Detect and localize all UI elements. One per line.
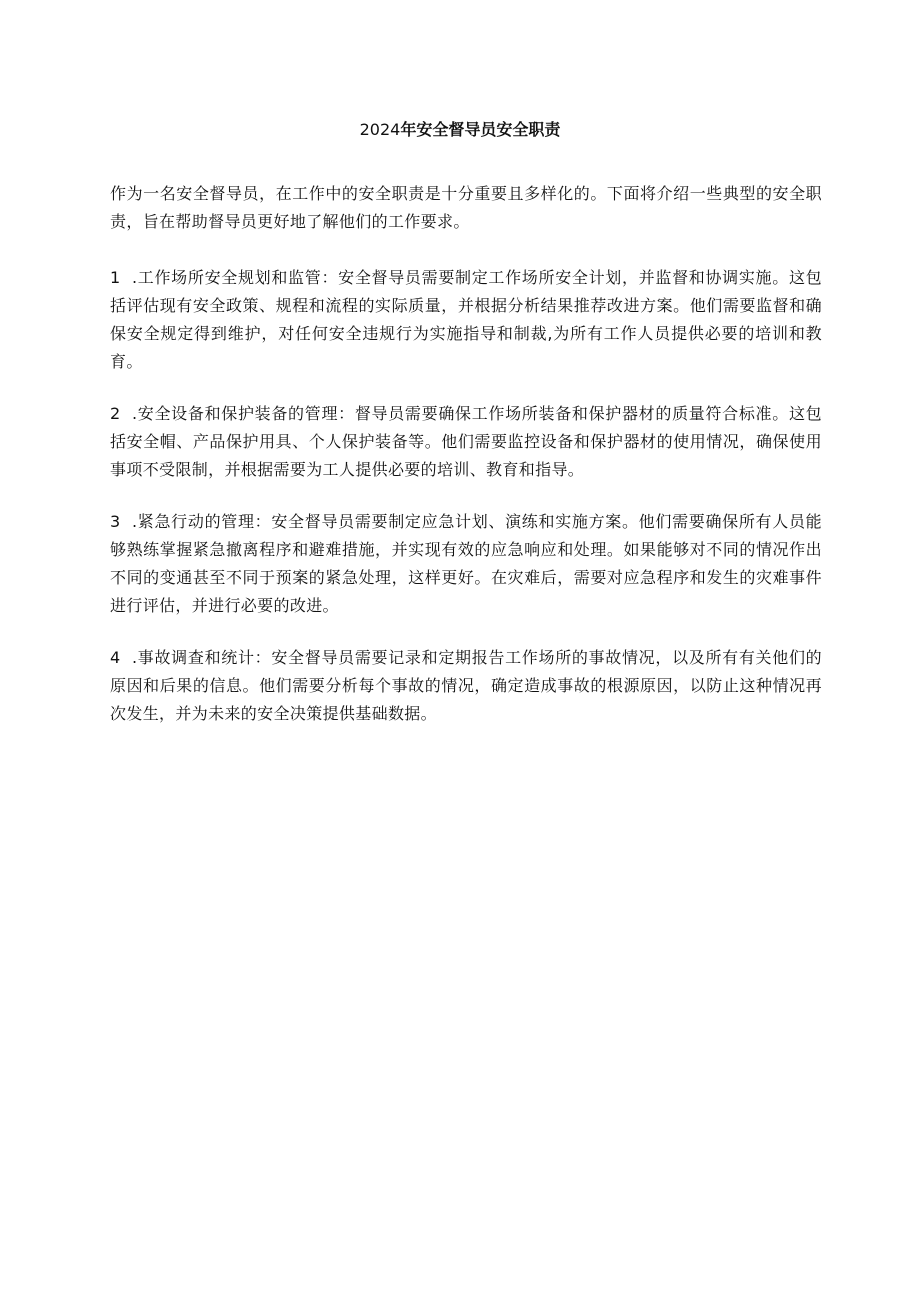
duty-item-2 [110, 400, 822, 484]
duty-item-number: 2 [110, 404, 121, 423]
intro-paragraph: 作为一名安全督导员，在工作中的安全职责是十分重要且多样化的。下面将介绍一些典型的安全职责，旨在帮助督导员更好地了解他们的工作要求。 [110, 184, 822, 231]
duty-item-text: .紧急行动的管理：安全督导员需要制定应急计划、演练和实施方案。他们需要确保所有人员能够熟练掌握紧急撤离程序和避难措施，并实现有效的应急响应和处理。如果能够对不同的情况作出不同的变通甚至不同于预案的紧急处理，这样更好。在灾难后，需要对应急程序和发生的灾难事件进行评估，并进行必要的改进。 [110, 512, 822, 615]
duty-item-number: 1 [110, 268, 121, 287]
page-title [0, 118, 920, 142]
duty-item-text: .安全设备和保护装备的管理：督导员需要确保工作场所装备和保护器材的质量符合标准。这包括安全帽、产品保护用具、个人保护装备等。他们需要监控设备和保护器材的使用情况，确保使用事项不受限制，并根据需要为工人提供必要的培训、教育和指导。 [110, 404, 822, 479]
duty-item-text: .工作场所安全规划和监管：安全督导员需要制定工作场所安全计划，并监督和协调实施。这包括评估现有安全政策、规程和流程的实际质量，并根据分析结果推荐改进方案。他们需要监督和确保安全规定得到维护，对任何安全违规行为实施指导和制裁,为所有工作人员提供必要的培训和教育。 [110, 268, 822, 371]
document-body [110, 180, 822, 752]
title-year: 2024 [359, 120, 401, 139]
duty-item-3 [110, 508, 822, 620]
duty-item-number: 4 [110, 648, 121, 667]
duty-item-1 [110, 264, 822, 376]
title-text: 年安全督导员安全职责 [400, 120, 561, 139]
duty-item-number: 3 [110, 512, 121, 531]
duty-item-text: .事故调查和统计：安全督导员需要记录和定期报告工作场所的事故情况，以及所有有关他们的原因和后果的信息。他们需要分析每个事故的情况，确定造成事故的根源原因，以防止这种情况再次发生，并为未来的安全决策提供基础数据。 [110, 648, 822, 723]
duty-item-4 [110, 644, 822, 728]
